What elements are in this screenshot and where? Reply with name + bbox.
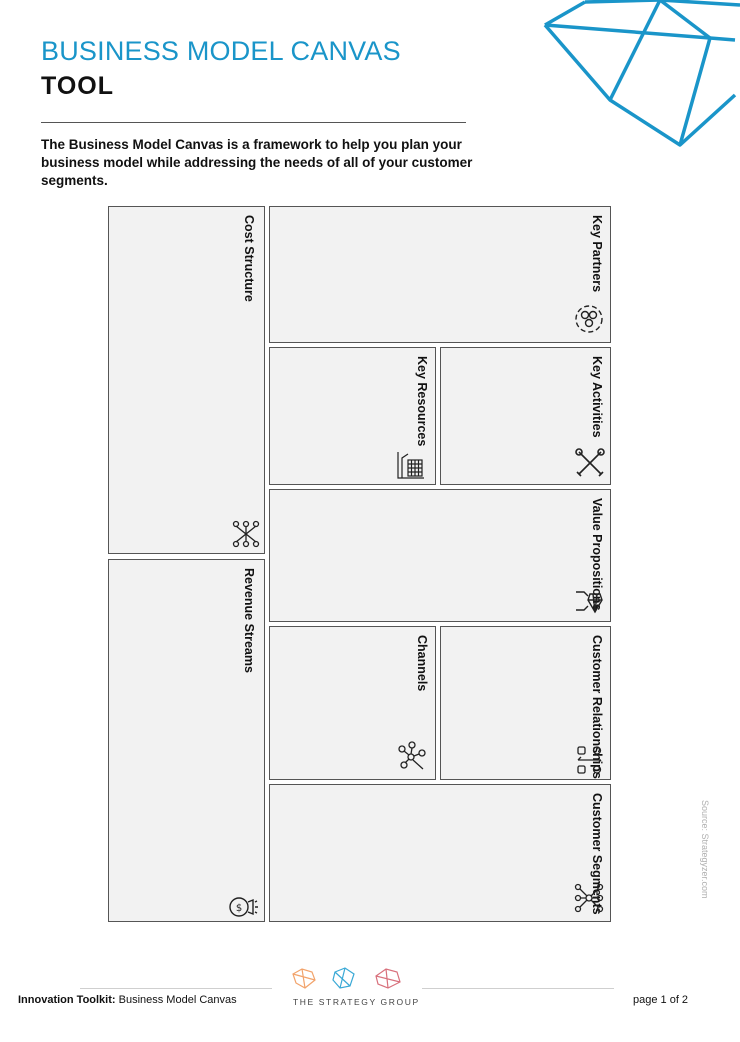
activities-tools-icon bbox=[575, 448, 605, 478]
page-title: BUSINESS MODEL CANVAS bbox=[41, 36, 401, 66]
cell-revenue-streams[interactable] bbox=[108, 559, 265, 922]
cost-structure-label: Cost Structure bbox=[242, 215, 256, 302]
footer-toolkit-name: Business Model Canvas bbox=[115, 994, 237, 1006]
cell-value-propositions[interactable] bbox=[269, 489, 611, 622]
channels-label: Channels bbox=[415, 635, 429, 692]
cell-key-resources[interactable] bbox=[269, 347, 436, 485]
intro-text: The Business Model Canvas is a framework to help you plan your business model while addressing the needs of all of your customer segments. bbox=[41, 137, 473, 188]
customer-relationships-label: Customer Relationships bbox=[590, 635, 604, 779]
strategy-group-logo-icons bbox=[290, 966, 410, 992]
cell-key-partners[interactable] bbox=[269, 206, 611, 343]
cost-network-icon bbox=[231, 519, 261, 549]
revenue-moneybag-icon bbox=[229, 892, 259, 922]
page-number: page 1 of 2 bbox=[633, 994, 689, 1006]
cell-cost-structure[interactable] bbox=[108, 206, 265, 554]
key-activities-label: Key Activities bbox=[590, 356, 604, 438]
resources-grid-icon bbox=[396, 450, 426, 480]
cell-channels[interactable] bbox=[269, 626, 436, 780]
relationships-icon bbox=[575, 745, 605, 775]
footer-divider-left bbox=[80, 988, 272, 989]
cell-customer-segments[interactable] bbox=[269, 784, 611, 922]
value-gift-icon bbox=[574, 586, 604, 616]
value-propositions-label: Value Propositions bbox=[590, 498, 604, 611]
source-credit: Source: Strategyzer.com bbox=[700, 800, 710, 899]
page-subtitle: TOOL bbox=[41, 72, 114, 100]
key-partners-label: Key Partners bbox=[590, 215, 604, 293]
channels-network-icon bbox=[396, 741, 426, 771]
footer-divider-right bbox=[422, 988, 614, 989]
key-resources-label: Key Resources bbox=[415, 356, 429, 447]
cell-key-activities[interactable] bbox=[440, 347, 611, 485]
partners-icon bbox=[574, 304, 604, 334]
revenue-streams-label: Revenue Streams bbox=[242, 568, 256, 673]
network-polygon-decoration bbox=[540, 0, 740, 160]
segments-icon bbox=[574, 883, 604, 913]
header-divider bbox=[41, 122, 466, 123]
footer-toolkit bbox=[18, 994, 237, 1006]
svg-text:$: $ bbox=[235, 903, 243, 914]
brand-name: THE STRATEGY GROUP bbox=[293, 997, 420, 1007]
cell-customer-relationships[interactable] bbox=[440, 626, 611, 780]
customer-segments-label: Customer Segments bbox=[590, 793, 604, 915]
footer-toolkit-bold: Innovation Toolkit: bbox=[18, 994, 116, 1006]
